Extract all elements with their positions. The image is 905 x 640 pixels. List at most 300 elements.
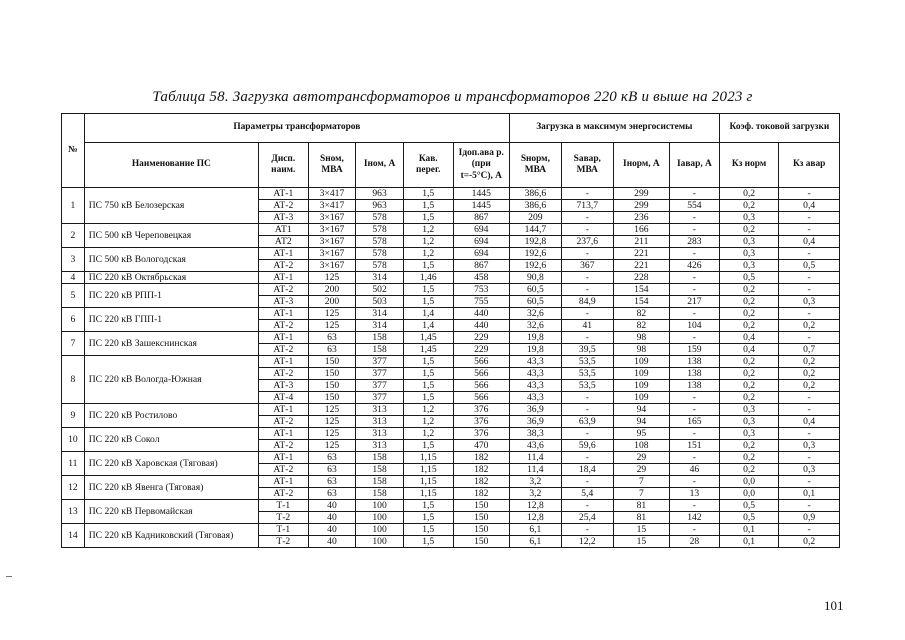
cell-savar: 41 — [561, 320, 613, 332]
cell-snorm: 192,6 — [509, 260, 561, 272]
cell-kz-avar: - — [779, 404, 840, 416]
cell-kav: 1,15 — [403, 476, 453, 488]
cell-iavar: 46 — [670, 464, 720, 476]
cell-snorm: 192,6 — [509, 248, 561, 260]
cell-kz-norm: 0,2 — [719, 296, 779, 308]
cell-iavar: - — [670, 404, 720, 416]
cell-inorm: 29 — [613, 464, 669, 476]
cell-inorm: 81 — [613, 500, 669, 512]
cell-iavar: - — [670, 308, 720, 320]
table-row — [62, 452, 840, 464]
cell-snom: 3×167 — [308, 212, 356, 224]
cell-savar: - — [561, 404, 613, 416]
header-savar: Sавар, МВА — [561, 143, 613, 188]
cell-inom: 100 — [356, 500, 404, 512]
cell-snorm: 43,3 — [509, 356, 561, 368]
table-row — [62, 524, 840, 536]
table-row — [62, 188, 840, 200]
cell-snom: 125 — [308, 272, 356, 284]
cell-savar: - — [561, 452, 613, 464]
cell-unit-name: АТ-1 — [258, 476, 308, 488]
header-kav: Кав. перег. — [403, 143, 453, 188]
cell-kz-avar: 0,2 — [779, 536, 840, 548]
cell-substation-name: ПС 220 кВ Кадниковский (Тяговая) — [84, 524, 258, 548]
cell-idop: 566 — [453, 368, 509, 380]
cell-snom: 125 — [308, 308, 356, 320]
cell-num: 9 — [62, 404, 85, 428]
cell-snom: 40 — [308, 524, 356, 536]
cell-kz-norm: 0,3 — [719, 236, 779, 248]
cell-inom: 100 — [356, 512, 404, 524]
cell-iavar: 142 — [670, 512, 720, 524]
cell-iavar: 138 — [670, 380, 720, 392]
cell-snom: 40 — [308, 536, 356, 548]
cell-kz-avar: 0,2 — [779, 368, 840, 380]
cell-snorm: 19,8 — [509, 344, 561, 356]
cell-iavar: - — [670, 392, 720, 404]
cell-unit-name: АТ-1 — [258, 272, 308, 284]
cell-kav: 1,5 — [403, 500, 453, 512]
cell-savar: 59,6 — [561, 440, 613, 452]
cell-kz-norm: 0,3 — [719, 260, 779, 272]
table-row — [62, 224, 840, 236]
cell-kav: 1,5 — [403, 536, 453, 548]
cell-inom: 377 — [356, 380, 404, 392]
cell-iavar: 138 — [670, 368, 720, 380]
page-number: 101 — [824, 598, 844, 613]
cell-unit-name: АТ-3 — [258, 296, 308, 308]
cell-inom: 100 — [356, 536, 404, 548]
cell-kz-norm: 0,2 — [719, 200, 779, 212]
table-row — [62, 272, 840, 284]
cell-unit-name: АТ2 — [258, 236, 308, 248]
cell-kz-norm: 0,2 — [719, 188, 779, 200]
cell-kz-norm: 0,3 — [719, 212, 779, 224]
cell-kav: 1,5 — [403, 392, 453, 404]
cell-snom: 63 — [308, 452, 356, 464]
cell-kz-avar: 0,1 — [779, 488, 840, 500]
cell-idop: 376 — [453, 416, 509, 428]
cell-iavar: 138 — [670, 356, 720, 368]
cell-substation-name: ПС 220 кВ Вологда-Южная — [84, 356, 258, 404]
cell-kav: 1,5 — [403, 188, 453, 200]
cell-inom: 314 — [356, 272, 404, 284]
cell-snorm: 36,9 — [509, 404, 561, 416]
cell-iavar: - — [670, 332, 720, 344]
cell-kz-avar: 0,5 — [779, 260, 840, 272]
cell-kz-avar: 0,9 — [779, 512, 840, 524]
cell-kz-avar: 0,2 — [779, 380, 840, 392]
cell-kav: 1,2 — [403, 404, 453, 416]
cell-idop: 694 — [453, 248, 509, 260]
cell-unit-name: АТ-1 — [258, 452, 308, 464]
cell-savar: 39,5 — [561, 344, 613, 356]
cell-snom: 63 — [308, 344, 356, 356]
cell-idop: 566 — [453, 380, 509, 392]
cell-savar: 53,5 — [561, 356, 613, 368]
cell-idop: 440 — [453, 320, 509, 332]
cell-inom: 578 — [356, 212, 404, 224]
cell-snorm: 3,2 — [509, 476, 561, 488]
cell-unit-name: АТ-1 — [258, 332, 308, 344]
cell-kav: 1,5 — [403, 524, 453, 536]
cell-idop: 458 — [453, 272, 509, 284]
header-disp: Дисп. наим. — [258, 143, 308, 188]
cell-kz-avar: 0,4 — [779, 200, 840, 212]
cell-kz-avar: - — [779, 284, 840, 296]
header-row-columns — [62, 143, 840, 188]
cell-inorm: 109 — [613, 392, 669, 404]
cell-kav: 1,45 — [403, 332, 453, 344]
cell-kz-norm: 0,2 — [719, 224, 779, 236]
cell-kav: 1,5 — [403, 284, 453, 296]
cell-num: 5 — [62, 284, 85, 308]
cell-num: 12 — [62, 476, 85, 500]
cell-unit-name: АТ-2 — [258, 416, 308, 428]
cell-inorm: 299 — [613, 188, 669, 200]
cell-inom: 377 — [356, 392, 404, 404]
cell-inom: 313 — [356, 440, 404, 452]
cell-kz-norm: 0,2 — [719, 320, 779, 332]
cell-snom: 125 — [308, 404, 356, 416]
cell-idop: 1445 — [453, 200, 509, 212]
cell-idop: 440 — [453, 308, 509, 320]
cell-inorm: 228 — [613, 272, 669, 284]
cell-kz-norm: 0,4 — [719, 344, 779, 356]
cell-substation-name: ПС 220 кВ Явенга (Тяговая) — [84, 476, 258, 500]
cell-snorm: 12,8 — [509, 500, 561, 512]
cell-kz-avar: - — [779, 224, 840, 236]
cell-idop: 150 — [453, 536, 509, 548]
cell-kav: 1,2 — [403, 248, 453, 260]
cell-inorm: 221 — [613, 248, 669, 260]
cell-snom: 3×167 — [308, 224, 356, 236]
header-params-group: Параметры трансформаторов — [84, 114, 509, 143]
cell-unit-name: Т-1 — [258, 524, 308, 536]
cell-kav: 1,5 — [403, 212, 453, 224]
cell-kz-norm: 0,3 — [719, 416, 779, 428]
cell-savar: - — [561, 188, 613, 200]
cell-kz-norm: 0,3 — [719, 404, 779, 416]
cell-iavar: - — [670, 284, 720, 296]
cell-savar: 5,4 — [561, 488, 613, 500]
table-row — [62, 500, 840, 512]
cell-snorm: 386,6 — [509, 188, 561, 200]
cell-unit-name: АТ-1 — [258, 188, 308, 200]
cell-snom: 150 — [308, 380, 356, 392]
cell-kz-avar: 0,3 — [779, 440, 840, 452]
cell-num: 13 — [62, 500, 85, 524]
cell-inom: 502 — [356, 284, 404, 296]
cell-kz-norm: 0,2 — [719, 452, 779, 464]
cell-unit-name: АТ-3 — [258, 212, 308, 224]
cell-iavar: 104 — [670, 320, 720, 332]
cell-snorm: 36,9 — [509, 416, 561, 428]
scan-edge-mark — [6, 576, 12, 577]
cell-inom: 578 — [356, 248, 404, 260]
cell-substation-name: ПС 220 кВ Зашекснинская — [84, 332, 258, 356]
cell-idop: 470 — [453, 440, 509, 452]
cell-kav: 1,46 — [403, 272, 453, 284]
cell-kz-norm: 0,2 — [719, 440, 779, 452]
cell-unit-name: АТ-2 — [258, 320, 308, 332]
cell-inom: 158 — [356, 476, 404, 488]
cell-kz-avar: - — [779, 272, 840, 284]
cell-kz-norm: 0,5 — [719, 512, 779, 524]
cell-kav: 1,4 — [403, 308, 453, 320]
cell-savar: - — [561, 272, 613, 284]
cell-savar: 237,6 — [561, 236, 613, 248]
cell-substation-name: ПС 220 кВ Октябрьская — [84, 272, 258, 284]
cell-savar: - — [561, 224, 613, 236]
cell-iavar: - — [670, 428, 720, 440]
cell-idop: 753 — [453, 284, 509, 296]
cell-unit-name: АТ-2 — [258, 260, 308, 272]
cell-savar: 12,2 — [561, 536, 613, 548]
cell-snom: 125 — [308, 440, 356, 452]
cell-kz-norm: 0,1 — [719, 536, 779, 548]
cell-idop: 694 — [453, 224, 509, 236]
cell-iavar: - — [670, 248, 720, 260]
cell-unit-name: АТ-4 — [258, 392, 308, 404]
cell-savar: 367 — [561, 260, 613, 272]
cell-iavar: 159 — [670, 344, 720, 356]
cell-kav: 1,5 — [403, 200, 453, 212]
cell-num: 11 — [62, 452, 85, 476]
cell-snorm: 3,2 — [509, 488, 561, 500]
cell-iavar: - — [670, 188, 720, 200]
cell-kz-avar: - — [779, 524, 840, 536]
cell-kz-norm: 0,0 — [719, 488, 779, 500]
cell-iavar: 283 — [670, 236, 720, 248]
cell-inorm: 109 — [613, 380, 669, 392]
transformer-load-table — [61, 113, 840, 548]
cell-inom: 100 — [356, 524, 404, 536]
cell-kz-avar: 0,3 — [779, 464, 840, 476]
table-row — [62, 356, 840, 368]
cell-snom: 3×417 — [308, 200, 356, 212]
cell-kz-avar: - — [779, 452, 840, 464]
header-load-group: Загрузка в максимум энергосистемы — [509, 114, 719, 143]
cell-savar: 25,4 — [561, 512, 613, 524]
cell-idop: 566 — [453, 392, 509, 404]
cell-snorm: 386,6 — [509, 200, 561, 212]
table-row — [62, 404, 840, 416]
cell-savar: - — [561, 212, 613, 224]
cell-snorm: 90,8 — [509, 272, 561, 284]
cell-inorm: 108 — [613, 440, 669, 452]
cell-savar: - — [561, 428, 613, 440]
cell-kz-norm: 0,3 — [719, 248, 779, 260]
cell-snorm: 19,8 — [509, 332, 561, 344]
cell-savar: 18,4 — [561, 464, 613, 476]
cell-substation-name: ПС 220 кВ ГПП-1 — [84, 308, 258, 332]
cell-inorm: 82 — [613, 308, 669, 320]
cell-kav: 1,5 — [403, 512, 453, 524]
header-inom: Iном, А — [356, 143, 404, 188]
cell-num: 3 — [62, 248, 85, 272]
cell-unit-name: АТ-1 — [258, 356, 308, 368]
cell-snorm: 43,3 — [509, 392, 561, 404]
header-coef-group: Коэф. токовой загрузки — [719, 114, 839, 143]
cell-savar: - — [561, 308, 613, 320]
cell-substation-name: ПС 750 кВ Белозерская — [84, 188, 258, 224]
cell-idop: 182 — [453, 476, 509, 488]
cell-savar: - — [561, 476, 613, 488]
cell-idop: 229 — [453, 332, 509, 344]
cell-kav: 1,2 — [403, 428, 453, 440]
cell-kz-avar: - — [779, 332, 840, 344]
cell-snorm: 32,6 — [509, 308, 561, 320]
cell-savar: 53,5 — [561, 380, 613, 392]
cell-kz-avar: 0,4 — [779, 416, 840, 428]
cell-iavar: - — [670, 224, 720, 236]
cell-snorm: 12,8 — [509, 512, 561, 524]
cell-snorm: 43,6 — [509, 440, 561, 452]
cell-idop: 755 — [453, 296, 509, 308]
cell-idop: 867 — [453, 260, 509, 272]
cell-inom: 578 — [356, 260, 404, 272]
table-row — [62, 284, 840, 296]
cell-savar: - — [561, 248, 613, 260]
cell-snorm: 60,5 — [509, 284, 561, 296]
cell-inorm: 211 — [613, 236, 669, 248]
cell-snorm: 6,1 — [509, 536, 561, 548]
cell-snom: 40 — [308, 512, 356, 524]
cell-inom: 578 — [356, 224, 404, 236]
table-row — [62, 248, 840, 260]
cell-iavar: 554 — [670, 200, 720, 212]
cell-substation-name: ПС 220 кВ Харовская (Тяговая) — [84, 452, 258, 476]
cell-snorm: 6,1 — [509, 524, 561, 536]
cell-snom: 3×167 — [308, 260, 356, 272]
cell-unit-name: АТ-2 — [258, 284, 308, 296]
cell-iavar: 28 — [670, 536, 720, 548]
cell-snorm: 11,4 — [509, 464, 561, 476]
cell-snorm: 32,6 — [509, 320, 561, 332]
cell-kav: 1,15 — [403, 488, 453, 500]
cell-kz-avar: 0,4 — [779, 236, 840, 248]
cell-inorm: 94 — [613, 416, 669, 428]
cell-unit-name: Т-1 — [258, 500, 308, 512]
cell-savar: 53,5 — [561, 368, 613, 380]
cell-kz-avar: 0,3 — [779, 296, 840, 308]
cell-inorm: 81 — [613, 512, 669, 524]
cell-inorm: 82 — [613, 320, 669, 332]
cell-inorm: 221 — [613, 260, 669, 272]
cell-inorm: 154 — [613, 296, 669, 308]
cell-idop: 150 — [453, 500, 509, 512]
cell-idop: 182 — [453, 452, 509, 464]
cell-inom: 313 — [356, 404, 404, 416]
cell-kz-avar: - — [779, 248, 840, 260]
cell-inorm: 98 — [613, 344, 669, 356]
cell-idop: 694 — [453, 236, 509, 248]
cell-snom: 63 — [308, 476, 356, 488]
cell-num: 2 — [62, 224, 85, 248]
cell-kav: 1,2 — [403, 416, 453, 428]
header-row-groups — [62, 114, 840, 143]
cell-inom: 158 — [356, 332, 404, 344]
cell-inorm: 154 — [613, 284, 669, 296]
cell-kz-norm: 0,0 — [719, 476, 779, 488]
cell-kav: 1,5 — [403, 296, 453, 308]
cell-unit-name: АТ-1 — [258, 248, 308, 260]
cell-num: 14 — [62, 524, 85, 548]
cell-idop: 150 — [453, 524, 509, 536]
cell-inom: 158 — [356, 344, 404, 356]
cell-idop: 182 — [453, 488, 509, 500]
cell-num: 10 — [62, 428, 85, 452]
cell-idop: 1445 — [453, 188, 509, 200]
cell-kz-avar: - — [779, 428, 840, 440]
cell-kav: 1,5 — [403, 368, 453, 380]
cell-unit-name: АТ-2 — [258, 200, 308, 212]
cell-iavar: - — [670, 272, 720, 284]
cell-inorm: 15 — [613, 536, 669, 548]
cell-kz-norm: 0,2 — [719, 392, 779, 404]
cell-kz-avar: - — [779, 308, 840, 320]
cell-savar: - — [561, 332, 613, 344]
cell-inorm: 15 — [613, 524, 669, 536]
cell-substation-name: ПС 500 кВ Вологодская — [84, 248, 258, 272]
cell-num: 8 — [62, 356, 85, 404]
cell-snom: 63 — [308, 488, 356, 500]
cell-snorm: 209 — [509, 212, 561, 224]
cell-inom: 158 — [356, 464, 404, 476]
cell-num: 4 — [62, 272, 85, 284]
cell-inorm: 109 — [613, 356, 669, 368]
cell-kz-norm: 0,4 — [719, 332, 779, 344]
cell-inorm: 94 — [613, 404, 669, 416]
cell-substation-name: ПС 220 кВ Первомайская — [84, 500, 258, 524]
cell-snom: 150 — [308, 356, 356, 368]
cell-snorm: 11,4 — [509, 452, 561, 464]
cell-iavar: - — [670, 476, 720, 488]
cell-kz-avar: - — [779, 500, 840, 512]
cell-kz-norm: 0,2 — [719, 308, 779, 320]
cell-inom: 503 — [356, 296, 404, 308]
cell-savar: - — [561, 284, 613, 296]
cell-inom: 158 — [356, 488, 404, 500]
cell-snorm: 43,3 — [509, 380, 561, 392]
cell-idop: 867 — [453, 212, 509, 224]
cell-snom: 40 — [308, 500, 356, 512]
cell-inom: 314 — [356, 308, 404, 320]
cell-inorm: 95 — [613, 428, 669, 440]
cell-kz-avar: 0,7 — [779, 344, 840, 356]
cell-unit-name: АТ-2 — [258, 464, 308, 476]
cell-iavar: - — [670, 500, 720, 512]
cell-kav: 1,5 — [403, 356, 453, 368]
cell-inorm: 29 — [613, 452, 669, 464]
cell-idop: 376 — [453, 404, 509, 416]
cell-inom: 377 — [356, 356, 404, 368]
cell-inom: 313 — [356, 416, 404, 428]
cell-unit-name: Т-2 — [258, 512, 308, 524]
cell-kz-avar: 0,2 — [779, 356, 840, 368]
table-row — [62, 332, 840, 344]
header-name: Наименование ПС — [84, 143, 258, 188]
header-iavar: Iавар, А — [670, 143, 720, 188]
cell-unit-name: АТ-1 — [258, 428, 308, 440]
cell-kz-avar: - — [779, 212, 840, 224]
cell-idop: 229 — [453, 344, 509, 356]
cell-idop: 566 — [453, 356, 509, 368]
header-num: № — [62, 114, 85, 188]
cell-iavar: 165 — [670, 416, 720, 428]
cell-unit-name: АТ1 — [258, 224, 308, 236]
